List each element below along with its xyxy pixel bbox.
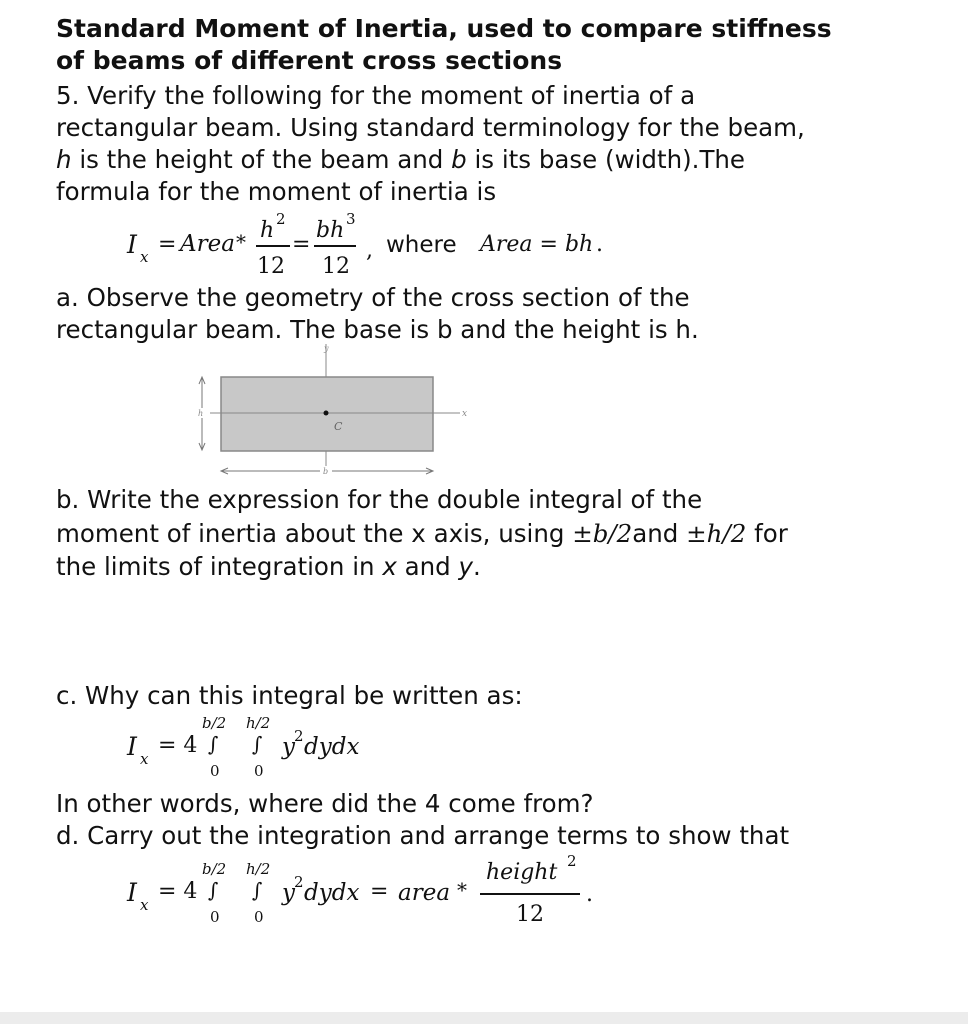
d-lower-limit-0-inner: 0 bbox=[254, 908, 264, 926]
c-integral-sign-outer: ∫ bbox=[208, 732, 219, 756]
y-axis-label: y bbox=[324, 344, 329, 353]
part-d-line-1: d. Carry out the integration and arrange terms to show that bbox=[56, 821, 790, 850]
q5-line-1: 5. Verify the following for the moment of inertia of a bbox=[56, 81, 696, 110]
c-lower-limit-0-outer: 0 bbox=[210, 762, 220, 780]
bottom-edge-band bbox=[0, 1012, 968, 1024]
c-upper-limit-b: b/2 bbox=[202, 714, 227, 732]
formula-equals-2: = bbox=[292, 232, 311, 257]
part-b-line-2 bbox=[56, 518, 788, 550]
d-formula-I: I bbox=[127, 878, 137, 907]
d-formula-x-sub: x bbox=[140, 896, 149, 914]
formula-twelve-2: 12 bbox=[322, 254, 350, 279]
c-formula-I: I bbox=[127, 732, 137, 761]
formula-equals: = bbox=[158, 232, 177, 257]
d-fraction-bar bbox=[480, 893, 580, 895]
d-lower-limit-0-outer: 0 bbox=[210, 908, 220, 926]
formula-x-sub: x bbox=[140, 248, 149, 266]
formula-twelve-1: 12 bbox=[257, 254, 285, 279]
centroid-label: C bbox=[334, 420, 343, 433]
part-b-line-3-pre: the limits of integration in bbox=[56, 552, 383, 581]
d-upper-limit-h: h/2 bbox=[246, 860, 271, 878]
c-formula-equals-four: = 4 bbox=[158, 733, 198, 758]
q5-line-3-end: is its base (width).The bbox=[466, 145, 746, 174]
c-differential: dydx bbox=[304, 734, 360, 760]
part-c-line-1: c. Why can this integral be written as: bbox=[56, 681, 523, 710]
part-b-line-2-pre: moment of inertia about the x axis, using bbox=[56, 519, 573, 548]
formula-bh-cube: 3 bbox=[346, 210, 356, 228]
limit-plus-minus-b: ±b/2 bbox=[572, 519, 633, 548]
d-star: * bbox=[457, 878, 467, 902]
height-label: h bbox=[198, 409, 204, 418]
var-h: h bbox=[56, 145, 72, 174]
d-formula-equals-four: = 4 bbox=[158, 879, 198, 904]
formula-star: * bbox=[236, 230, 246, 254]
part-b-line-3-end: . bbox=[473, 552, 481, 581]
d-twelve: 12 bbox=[516, 902, 544, 927]
part-b-line-3 bbox=[56, 551, 481, 583]
part-b-line-2-post: for bbox=[746, 519, 788, 548]
d-differential: dydx bbox=[304, 880, 360, 906]
fraction-bar-1 bbox=[256, 245, 290, 247]
c-lower-limit-0-inner: 0 bbox=[254, 762, 264, 780]
heading-line-1: Standard Moment of Inertia, used to compare stiffness bbox=[56, 14, 832, 43]
d-integrand-y: y bbox=[282, 880, 295, 906]
part-b-line-3-and: and bbox=[396, 552, 459, 581]
part-c-followup: In other words, where did the 4 come from? bbox=[56, 789, 594, 818]
base-label: b bbox=[323, 467, 329, 476]
c-integrand-sq: 2 bbox=[294, 727, 304, 745]
formula-h-sq: 2 bbox=[276, 210, 286, 228]
d-integral-sign-inner: ∫ bbox=[252, 878, 263, 902]
c-formula-x-sub: x bbox=[140, 750, 149, 768]
d-height: height bbox=[486, 860, 558, 885]
d-height-sq: 2 bbox=[567, 852, 577, 870]
d-integral-sign-outer: ∫ bbox=[208, 878, 219, 902]
formula-bh: bh bbox=[316, 218, 345, 243]
q5-line-2: rectangular beam. Using standard terminology for the beam, bbox=[56, 113, 805, 142]
formula-comma: , bbox=[366, 238, 373, 263]
formula-where: where bbox=[386, 232, 457, 258]
d-equals-2: = bbox=[370, 879, 389, 904]
c-upper-limit-h: h/2 bbox=[246, 714, 271, 732]
var-b: b bbox=[451, 145, 467, 174]
part-b-and: and bbox=[632, 519, 687, 548]
part-a-line-1: a. Observe the geometry of the cross section of the bbox=[56, 283, 690, 312]
fraction-bar-2 bbox=[314, 245, 356, 247]
heading-line-2: of beams of different cross sections bbox=[56, 46, 563, 75]
part-a-line-2: rectangular beam. The base is b and the height is h. bbox=[56, 315, 699, 344]
x-axis-label: x bbox=[462, 409, 468, 419]
d-area: area bbox=[398, 880, 451, 906]
rectangular-cross-section-diagram bbox=[190, 340, 480, 480]
formula-h: h bbox=[260, 218, 275, 243]
d-dot: . bbox=[586, 882, 593, 907]
var-x: x bbox=[382, 552, 397, 581]
q5-line-4: formula for the moment of inertia is bbox=[56, 177, 497, 206]
c-integrand-y: y bbox=[282, 734, 295, 760]
part-b-line-1: b. Write the expression for the double integral of the bbox=[56, 485, 703, 514]
formula-dot: . bbox=[596, 232, 603, 257]
q5-line-3 bbox=[56, 144, 745, 176]
d-integrand-sq: 2 bbox=[294, 873, 304, 891]
c-integral-sign-inner: ∫ bbox=[252, 732, 263, 756]
limit-plus-minus-h: ±h/2 bbox=[686, 519, 747, 548]
formula-area: Area bbox=[180, 231, 235, 257]
formula-I: I bbox=[127, 230, 137, 259]
d-upper-limit-b: b/2 bbox=[202, 860, 227, 878]
centroid-point bbox=[324, 411, 329, 416]
formula-area-definition: Area = bh bbox=[480, 232, 594, 257]
q5-line-3-mid: is the height of the beam and bbox=[71, 145, 452, 174]
var-y: y bbox=[458, 552, 474, 581]
